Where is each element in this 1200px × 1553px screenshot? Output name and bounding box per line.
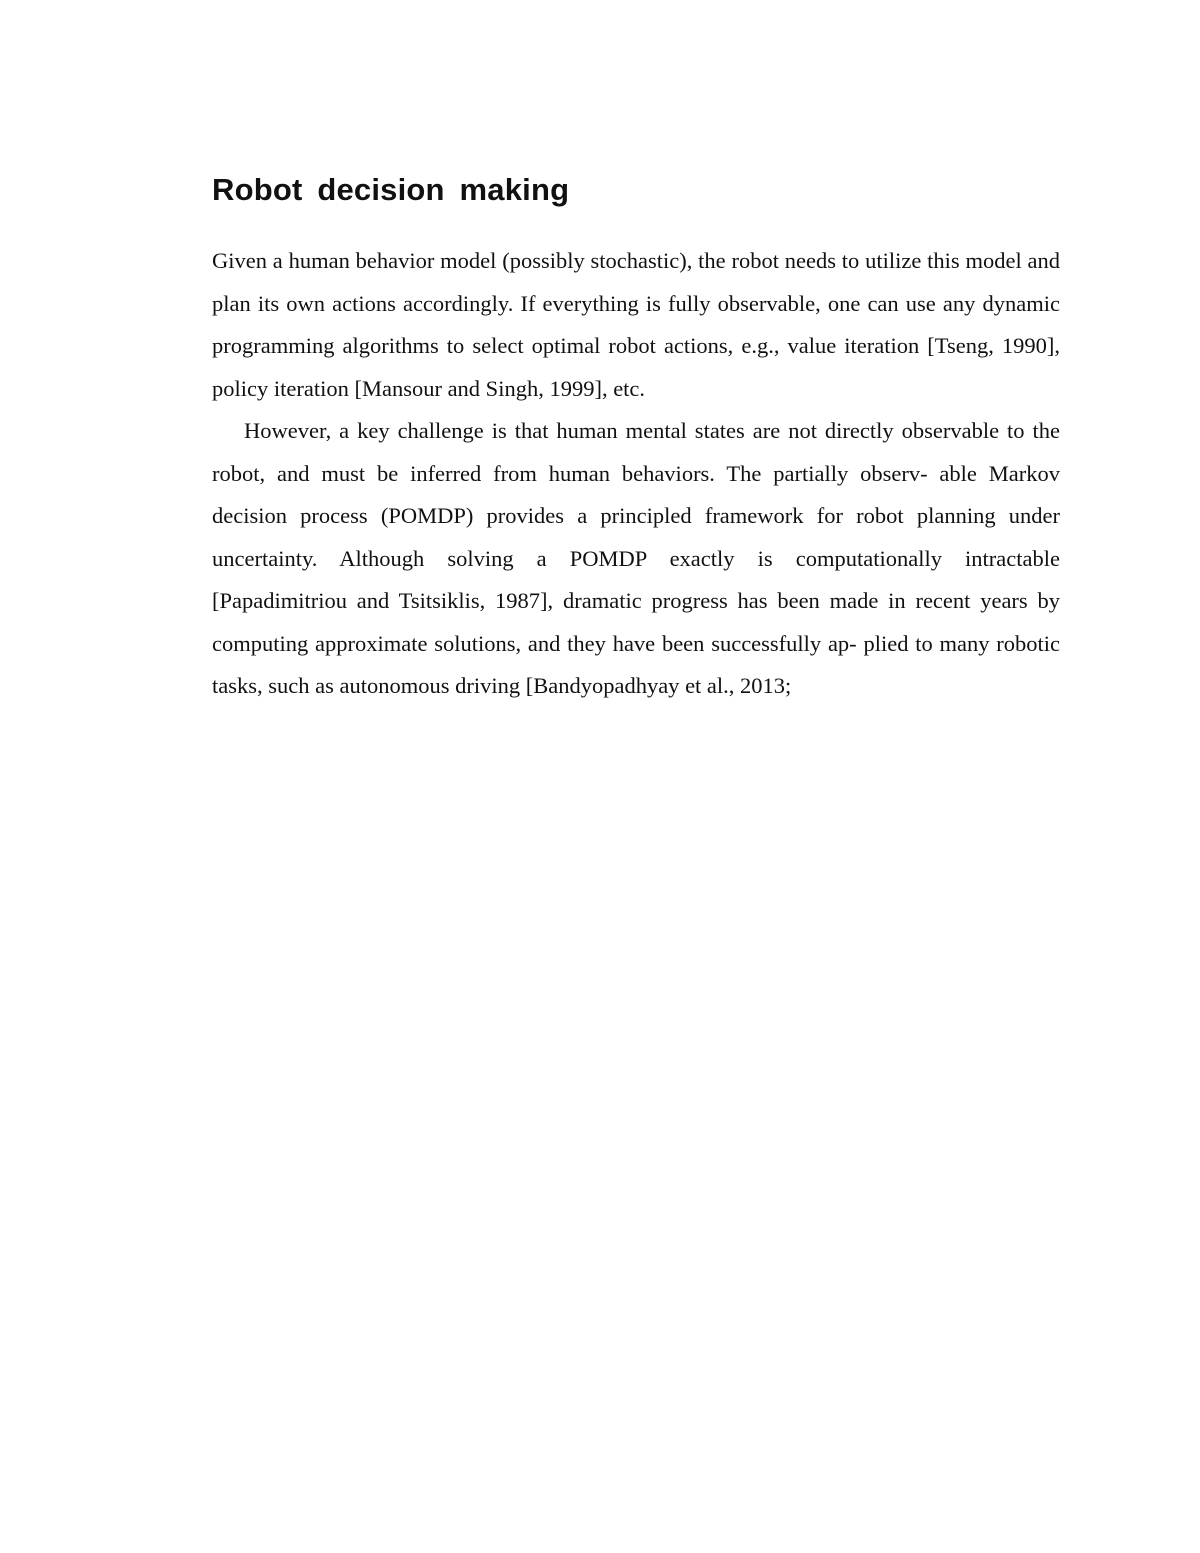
citation-emphasis: et al. xyxy=(685,673,729,698)
paragraph-2-text: However, a key challenge is that human mental states are not directly observable to the robot, and must be inferred from human behaviors. The partially observ- able Markov decision process (POMDP) provides a principled framework for robot planning under uncertainty. Although solving a POMDP exactly is computationally intractable [Papadimitriou and Tsitsiklis, 1987], dramatic progress has been made in recent years by computing approximate solutions, and they have been successfully ap- plied to many robotic tasks, such as autonomous driving [Bandyopadhyay xyxy=(212,418,1060,698)
paragraph-1: Given a human behavior model (possibly stochastic), the robot needs to utilize this model and plan its own actions accordingly. If everything is fully observable, one can use any dynamic programming algorithms to select optimal robot actions, e.g., value iteration [Tseng, 1990], policy iteration [Mansour and Singh, 1999], etc. xyxy=(212,248,1060,401)
page-content xyxy=(212,168,1060,708)
paragraph-2 xyxy=(212,410,1060,708)
paragraph-2-tail: , 2013; xyxy=(728,673,792,698)
section-title: Robot decision making xyxy=(212,172,570,207)
